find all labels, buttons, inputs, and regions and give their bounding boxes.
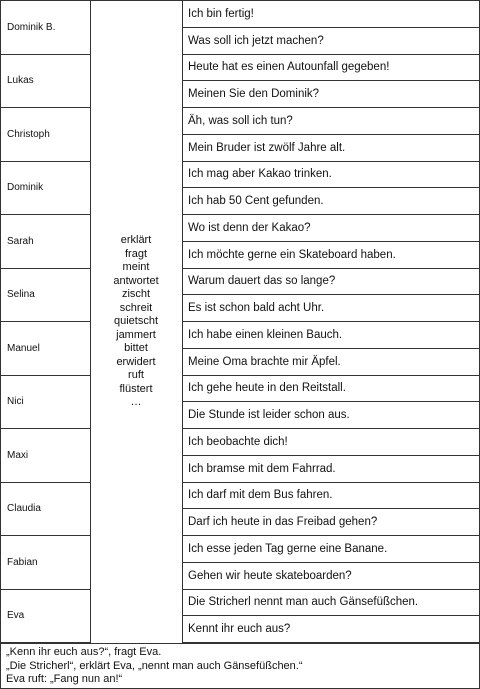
sentence-cell: Was soll ich jetzt machen? bbox=[182, 28, 479, 55]
sentence-cell: Ich möchte gerne ein Skateboard haben. bbox=[182, 242, 479, 269]
verb-item: quietscht bbox=[113, 315, 159, 328]
example-line: Eva ruft: „Fang nun an!“ bbox=[6, 673, 123, 685]
sentence-cell: Es ist schon bald acht Uhr. bbox=[182, 295, 479, 322]
sentence-cell: Ich gehe heute in den Reitstall. bbox=[182, 376, 479, 403]
verb-item: … bbox=[130, 396, 142, 409]
sentence-cell: Ich darf mit dem Bus fahren. bbox=[182, 483, 479, 510]
name-cell: Selina bbox=[1, 269, 90, 323]
verb-item: antwortet bbox=[113, 274, 159, 287]
example-line: „Kenn ihr euch aus?“, fragt Eva. bbox=[6, 646, 162, 658]
sentence-cell: Die Stunde ist leider schon aus. bbox=[182, 402, 479, 429]
example-sentences bbox=[1, 643, 479, 688]
sentence-cell: Ich esse jeden Tag gerne eine Banane. bbox=[182, 536, 479, 563]
sentence-cell: Meinen Sie den Dominik? bbox=[182, 81, 479, 108]
sentence-cell: Darf ich heute in das Freibad gehen? bbox=[182, 509, 479, 536]
name-cell: Claudia bbox=[1, 483, 90, 537]
sentence-cell: Ich habe einen kleinen Bauch. bbox=[182, 322, 479, 349]
sentence-cell: Ich bin fertig! bbox=[182, 1, 479, 28]
verb-item: schreit bbox=[119, 301, 153, 314]
name-cell: Maxi bbox=[1, 429, 90, 483]
sentence-cell: Wo ist denn der Kakao? bbox=[182, 215, 479, 242]
sentence-cell: Heute hat es einen Autounfall gegeben! bbox=[182, 55, 479, 82]
verb-item: ruft bbox=[128, 369, 144, 382]
name-cell: Eva bbox=[1, 590, 90, 644]
sentence-cell: Warum dauert das so lange? bbox=[182, 269, 479, 296]
sentence-cell: Ich beobachte dich! bbox=[182, 429, 479, 456]
verb-item: erklärt bbox=[120, 234, 152, 247]
sentence-cell: Meine Oma brachte mir Äpfel. bbox=[182, 349, 479, 376]
verbs-column bbox=[90, 1, 183, 643]
sentence-cell: Ich hab 50 Cent gefunden. bbox=[182, 188, 479, 215]
sentence-cell: Kennt ihr euch aus? bbox=[182, 616, 479, 643]
verb-item: meint bbox=[122, 261, 150, 274]
sentence-cell: Mein Bruder ist zwölf Jahre alt. bbox=[182, 135, 479, 162]
sentence-cell: Gehen wir heute skateboarden? bbox=[182, 563, 479, 590]
verb-item: zischt bbox=[121, 288, 151, 301]
example-line: „Die Stricherl“, erklärt Eva, „nennt man auch Gänsefüßchen.“ bbox=[6, 659, 303, 672]
verb-item: fragt bbox=[124, 247, 147, 260]
sentence-cell: Ich mag aber Kakao trinken. bbox=[182, 162, 479, 189]
verb-item: erwidert bbox=[116, 355, 156, 368]
sentence-cell: Die Stricherl nennt man auch Gänsefüßchen. bbox=[182, 590, 479, 617]
name-cell: Nici bbox=[1, 376, 90, 430]
verb-item: jammert bbox=[116, 328, 156, 341]
name-cell: Lukas bbox=[1, 55, 90, 109]
verb-item: bittet bbox=[124, 342, 148, 355]
names-column bbox=[1, 1, 91, 643]
name-cell: Dominik bbox=[1, 162, 90, 216]
verb-item: flüstert bbox=[119, 382, 153, 395]
sentence-cell: Äh, was soll ich tun? bbox=[182, 108, 479, 135]
name-cell: Fabian bbox=[1, 536, 90, 590]
sentences-column bbox=[182, 1, 479, 643]
name-cell: Dominik B. bbox=[1, 1, 90, 55]
name-cell: Christoph bbox=[1, 108, 90, 162]
name-cell: Manuel bbox=[1, 322, 90, 376]
name-cell: Sarah bbox=[1, 215, 90, 269]
sentence-cell: Ich bramse mit dem Fahrrad. bbox=[182, 456, 479, 483]
